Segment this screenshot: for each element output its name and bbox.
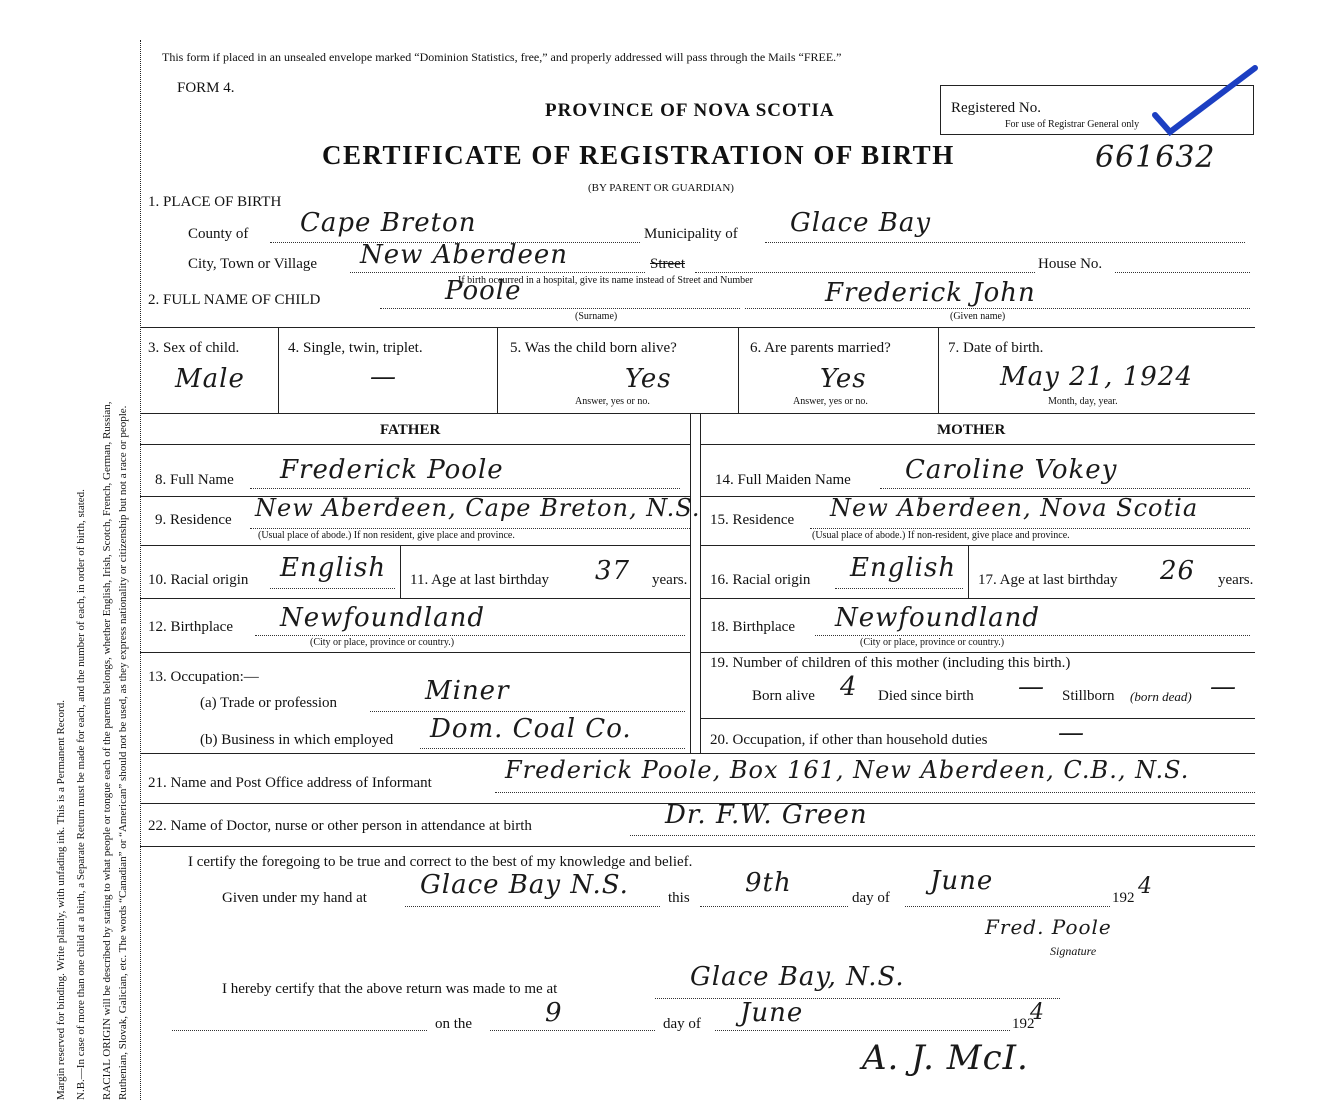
child-given-name: Frederick John xyxy=(825,278,1036,308)
mother-birthplace-value: Newfoundland xyxy=(835,603,1041,633)
margin-binding-note: Margin reserved for binding. Write plainly, with unfading ink. This is a Permanent Record. xyxy=(55,700,67,1100)
father-age-value: 37 xyxy=(595,556,631,586)
blue-check-mark xyxy=(1150,60,1260,140)
registration-number: 661632 xyxy=(1095,140,1216,175)
father-birthplace-label: 12. Birthplace xyxy=(148,619,233,635)
stillborn-note: (born dead) xyxy=(1130,689,1192,704)
stillborn-value: — xyxy=(1210,672,1237,702)
born-alive-caption: Answer, yes or no. xyxy=(575,396,650,407)
mother-age-years: years. xyxy=(1218,572,1254,588)
child-surname: Poole xyxy=(445,276,522,306)
father-business-value: Dom. Coal Co. xyxy=(430,714,632,744)
parents-married-caption: Answer, yes or no. xyxy=(793,396,868,407)
registrar-signature: A. J. McI. xyxy=(862,1038,1029,1078)
certify-year-prefix: 192 xyxy=(1112,890,1135,906)
street-label: Street xyxy=(650,256,685,272)
certify-this-label: this xyxy=(668,890,690,906)
father-name-value: Frederick Poole xyxy=(280,455,504,485)
mother-race-value: English xyxy=(850,553,957,583)
father-business-label: (b) Business in which employed xyxy=(200,732,394,748)
city-label: City, Town or Village xyxy=(188,256,318,272)
born-alive-count-label: Born alive xyxy=(752,688,815,704)
plurality-value: — xyxy=(370,362,397,392)
municipality-value: Glace Bay xyxy=(790,208,932,238)
margin-racial-origin-note: RACIAL ORIGIN will be described by stating to what people or tongue each of the parents belongs, whether English, Irish, Scotch, French, German, Russian, xyxy=(101,401,113,1100)
county-value: Cape Breton xyxy=(300,208,477,238)
informant-signature: Fred. Poole xyxy=(985,915,1112,939)
born-alive-count-value: 4 xyxy=(840,672,858,702)
form-number: FORM 4. xyxy=(177,80,235,96)
sex-label: 3. Sex of child. xyxy=(148,340,240,356)
father-residence-label: 9. Residence xyxy=(155,512,232,528)
place-of-birth-label: 1. PLACE OF BIRTH xyxy=(148,194,282,210)
mother-name-value: Caroline Vokey xyxy=(905,455,1118,485)
informant-value: Frederick Poole, Box 161, New Aberdeen, C.B., N.S. xyxy=(505,756,1190,784)
mother-birthplace-caption: (City or place, province or country.) xyxy=(860,637,1005,648)
father-race-value: English xyxy=(280,553,387,583)
registrar-day-of-label: day of xyxy=(663,1016,701,1032)
mother-residence-value: New Aberdeen, Nova Scotia xyxy=(830,494,1199,522)
mother-race-label: 16. Racial origin xyxy=(710,572,811,588)
certify-day-of-label: day of xyxy=(852,890,890,906)
father-name-label: 8. Full Name xyxy=(155,472,234,488)
father-residence-caption: (Usual place of abode.) If non resident, give place and province. xyxy=(258,530,515,541)
dob-value: May 21, 1924 xyxy=(1000,362,1193,392)
margin-racial-origin-note-2: Ruthenian, Slovak, Galician, etc. The words “Canadian” or “American” should not be used, as they express nationality or citizenship but not a race or people. xyxy=(117,405,129,1100)
born-alive-value: Yes xyxy=(625,364,672,394)
certify-place: Glace Bay N.S. xyxy=(420,870,629,900)
certificate-subtitle: (BY PARENT OR GUARDIAN) xyxy=(588,182,734,194)
father-heading: FATHER xyxy=(380,422,441,438)
father-trade-label: (a) Trade or profession xyxy=(200,695,338,711)
mother-age-value: 26 xyxy=(1160,556,1196,586)
father-occupation-label: 13. Occupation:— xyxy=(148,669,259,685)
father-birthplace-caption: (City or place, province or country.) xyxy=(310,637,455,648)
child-name-label: 2. FULL NAME OF CHILD xyxy=(148,292,321,308)
dob-label: 7. Date of birth. xyxy=(948,340,1044,356)
given-name-caption: (Given name) xyxy=(950,311,1006,322)
mail-notice: This form if placed in an unsealed envelope marked “Dominion Statistics, free,” and properly addressed will pass through the Mails “FREE.” xyxy=(162,50,842,64)
house-no-label: House No. xyxy=(1038,256,1103,272)
mother-occupation-value: — xyxy=(1058,718,1085,748)
father-age-years: years. xyxy=(652,572,688,588)
doctor-label: 22. Name of Doctor, nurse or other person in attendance at birth xyxy=(148,818,532,834)
mother-name-label: 14. Full Maiden Name xyxy=(715,472,851,488)
mother-occupation-label: 20. Occupation, if other than household duties xyxy=(710,732,988,748)
born-alive-label: 5. Was the child born alive? xyxy=(510,340,677,356)
county-label: County of xyxy=(188,226,249,242)
registrar-statement: I hereby certify that the above return was made to me at xyxy=(222,981,558,997)
mother-birthplace-label: 18. Birthplace xyxy=(710,619,795,635)
binding-margin-line xyxy=(140,40,141,1100)
signature-caption: Signature xyxy=(1050,944,1097,958)
parents-married-value: Yes xyxy=(820,364,867,394)
father-residence-value: New Aberdeen, Cape Breton, N.S. xyxy=(255,494,701,522)
registrar-day: 9 xyxy=(545,998,563,1028)
torn-corner xyxy=(1090,860,1320,1107)
mother-age-label: 17. Age at last birthday xyxy=(978,572,1118,588)
municipality-label: Municipality of xyxy=(644,226,738,242)
registrar-year-prefix: 192 xyxy=(1012,1016,1035,1032)
died-since-birth-label: Died since birth xyxy=(878,688,974,704)
sex-value: Male xyxy=(175,364,245,394)
certify-day: 9th xyxy=(745,868,792,898)
certify-statement: I certify the foregoing to be true and correct to the best of my knowledge and belief. xyxy=(188,854,693,870)
city-value: New Aberdeen xyxy=(360,240,569,270)
margin-nb-note: N.B.—In case of more than one child at a birth, a Separate Return must be made for each, and the number of each, in order of birth, stated. xyxy=(75,489,87,1100)
mother-residence-label: 15. Residence xyxy=(710,512,795,528)
mother-residence-caption: (Usual place of abode.) If non-resident, give place and province. xyxy=(812,530,1070,541)
registrar-use-note: For use of Registrar General only xyxy=(1005,119,1140,130)
plurality-label: 4. Single, twin, triplet. xyxy=(288,340,423,356)
surname-caption: (Surname) xyxy=(575,311,618,322)
mother-heading: MOTHER xyxy=(937,422,1006,438)
registrar-year-suffix: 4 xyxy=(1030,1000,1045,1025)
father-age-label: 11. Age at last birthday xyxy=(410,572,549,588)
died-since-birth-value: — xyxy=(1018,672,1045,702)
given-under-hand-label: Given under my hand at xyxy=(222,890,367,906)
stillborn-label: Stillborn xyxy=(1062,688,1115,704)
certificate-title: CERTIFICATE OF REGISTRATION OF BIRTH xyxy=(322,140,955,170)
parents-married-label: 6. Are parents married? xyxy=(750,340,891,356)
registrar-on-the-label: on the xyxy=(435,1016,473,1032)
informant-label: 21. Name and Post Office address of Informant xyxy=(148,775,432,791)
registrar-place: Glace Bay, N.S. xyxy=(690,962,905,992)
father-birthplace-value: Newfoundland xyxy=(280,603,486,633)
children-count-label: 19. Number of children of this mother (including this birth.) xyxy=(710,655,1071,671)
hospital-note: If birth occurred in a hospital, give its name instead of Street and Number xyxy=(458,275,753,286)
certify-month: June xyxy=(930,866,994,896)
dob-caption: Month, day, year. xyxy=(1048,396,1118,407)
father-race-label: 10. Racial origin xyxy=(148,572,249,588)
registered-no-label: Registered No. xyxy=(951,100,1041,116)
doctor-value: Dr. F.W. Green xyxy=(665,800,868,830)
registrar-month: June xyxy=(740,998,804,1028)
father-trade-value: Miner xyxy=(425,676,510,706)
certify-year-suffix: 4 xyxy=(1138,874,1153,899)
province-heading: PROVINCE OF NOVA SCOTIA xyxy=(545,100,835,121)
